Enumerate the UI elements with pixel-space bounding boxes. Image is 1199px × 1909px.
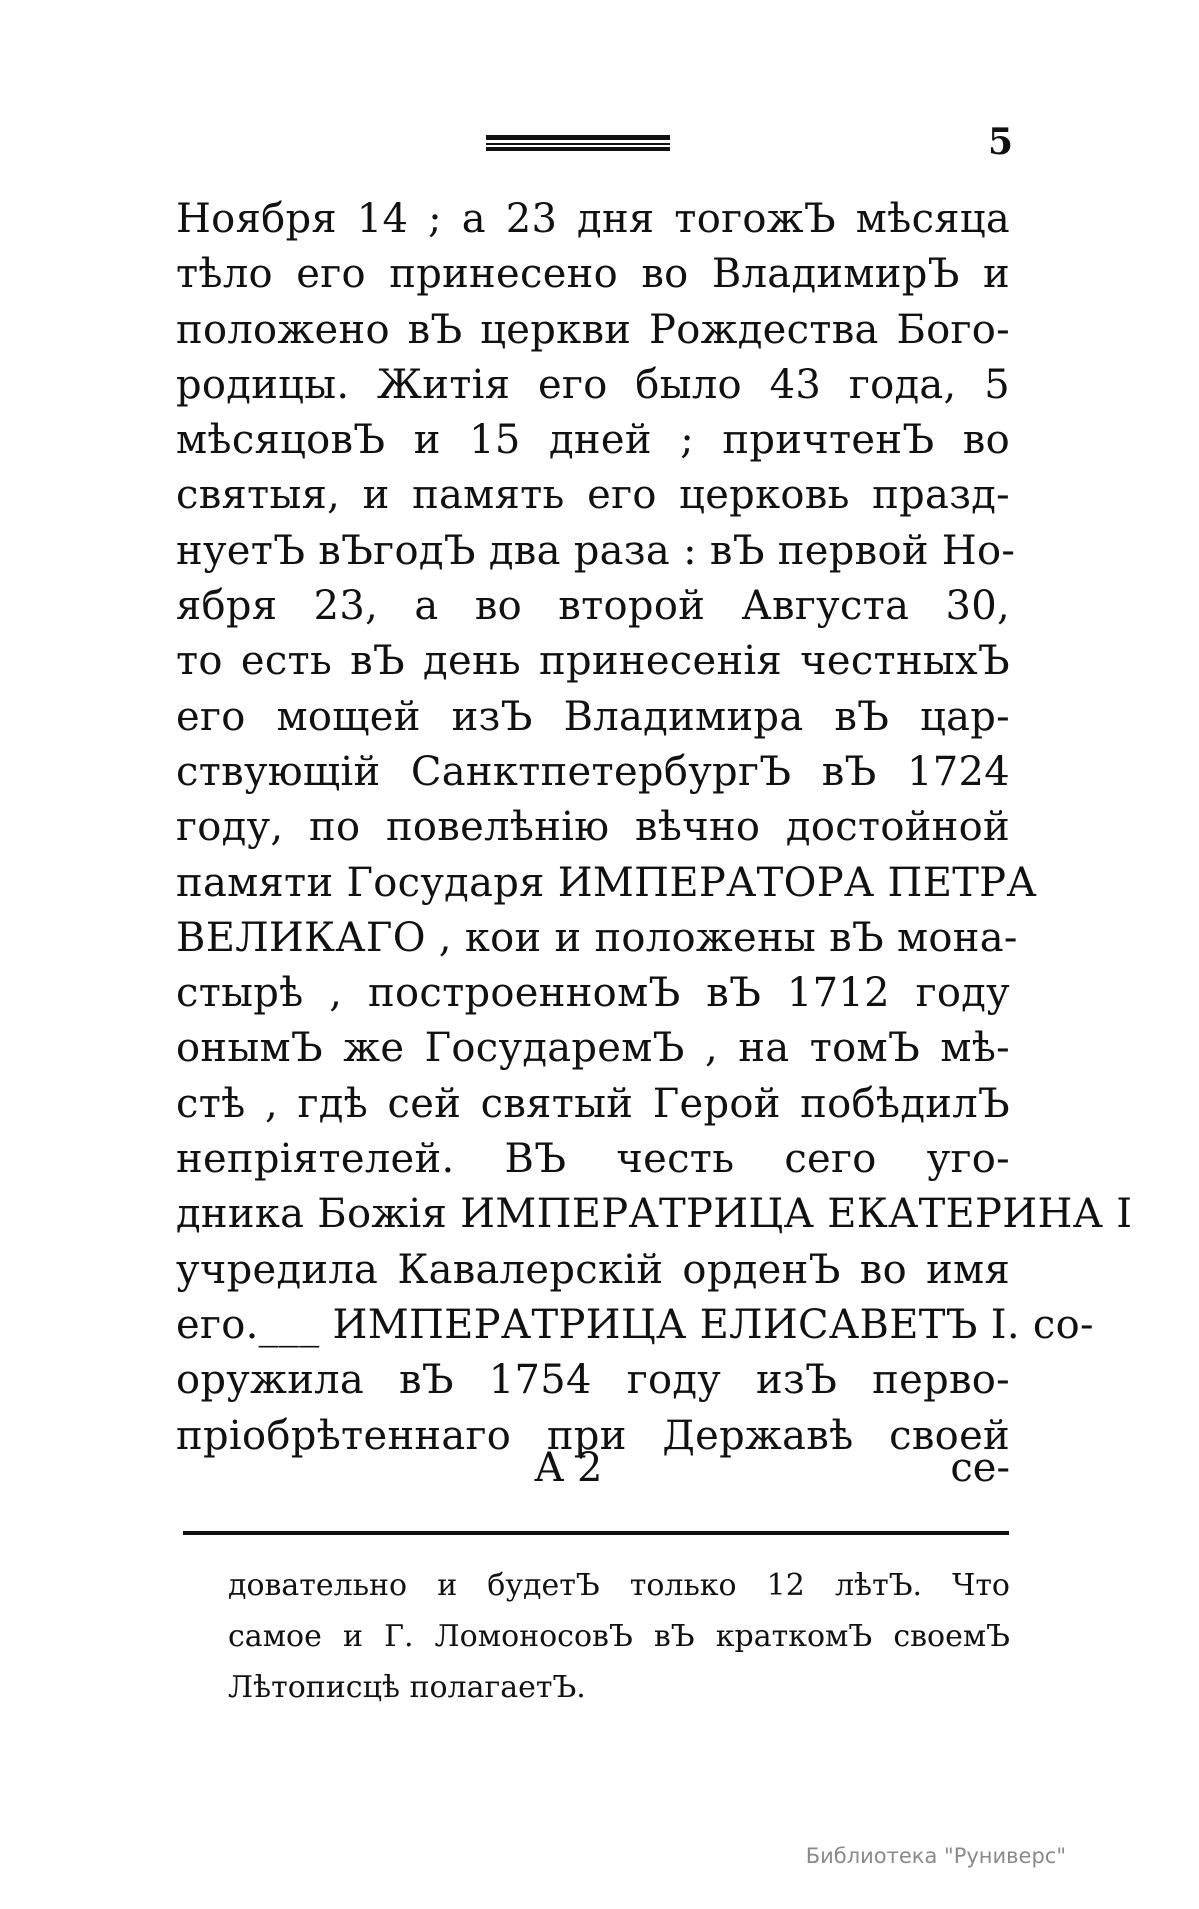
- footnote-line: самое и Г. ЛомоносовЪ вЪ краткомЪ своемЪ: [228, 1619, 1010, 1654]
- text-line: стѣ , гдѣ сей святый Герой побѣдилЪ: [176, 1080, 1010, 1127]
- catchword: се-: [950, 1445, 1010, 1491]
- page-number: 5: [988, 121, 1014, 163]
- footnote-divider: [183, 1531, 1009, 1535]
- footnote: [228, 1560, 1010, 1713]
- ornament-bar: [486, 147, 670, 151]
- text-line: непріятелей. ВЪ честь сего уго-: [176, 1136, 1010, 1183]
- ornament-bar: [486, 143, 670, 145]
- text-line: тѣло его принесено во ВладимирЪ и: [176, 251, 1010, 298]
- main-text: [176, 192, 1133, 1464]
- signature-mark: А 2: [534, 1445, 603, 1491]
- text-line: памяти Государя ИМПЕРАТОРА ПЕТРА: [176, 859, 1037, 906]
- text-line: ября 23, а во второй Августа 30,: [176, 583, 1010, 630]
- text-line: онымЪ же ГосударемЪ , на томЪ мѣ-: [176, 1025, 1010, 1072]
- library-watermark: Библиотека "Руниверс": [805, 1844, 1066, 1868]
- text-line: учредила Кавалерскій орденЪ во имя: [176, 1246, 1010, 1293]
- text-line: то есть вЪ день принесенія честныхЪ: [176, 638, 1010, 685]
- text-line: пріобрѣтеннаго при Державѣ своей: [176, 1412, 1010, 1459]
- text-line: оружила вЪ 1754 году изЪ перво-: [176, 1357, 1010, 1404]
- text-line: положено вЪ церкви Рождества Бого-: [176, 306, 1010, 353]
- text-line: родицы. Житія его было 43 года, 5: [176, 361, 1010, 408]
- text-line: нуетЪ вЪгодЪ два раза : вЪ первой Но-: [176, 527, 1016, 574]
- text-line: стырѣ , построенномЪ вЪ 1712 году: [176, 970, 1010, 1017]
- text-line: Ноября 14 ; а 23 дня тогожЪ мѣсяца: [176, 196, 1010, 242]
- text-line: ВЕЛИКАГО , кои и положены вЪ мона-: [176, 914, 1018, 961]
- header-ornament-rule: [486, 135, 670, 151]
- text-line: дника Божія ИМПЕРАТРИЦА ЕКАТЕРИНА I: [176, 1191, 1133, 1238]
- footnote-line: Лѣтописцѣ полагаетЪ.: [228, 1670, 586, 1705]
- text-line: ствующій СанктпетербургЪ вЪ 1724: [176, 748, 1010, 795]
- text-line: мѣсяцовЪ и 15 дней ; причтенЪ во: [176, 417, 1010, 464]
- text-line: святыя, и память его церковь празд-: [176, 472, 1010, 519]
- footnote-line: довательно и будетЪ только 12 лѣтЪ. Что: [228, 1568, 1010, 1603]
- text-line: его мощей изЪ Владимира вЪ цар-: [176, 693, 1010, 740]
- ornament-bar: [486, 135, 670, 140]
- text-line: году, по повелѣнію вѣчно достойной: [176, 804, 1010, 851]
- text-line: его.___ ИМПЕРАТРИЦА ЕЛИСАВЕТЪ I. со-: [176, 1301, 1094, 1348]
